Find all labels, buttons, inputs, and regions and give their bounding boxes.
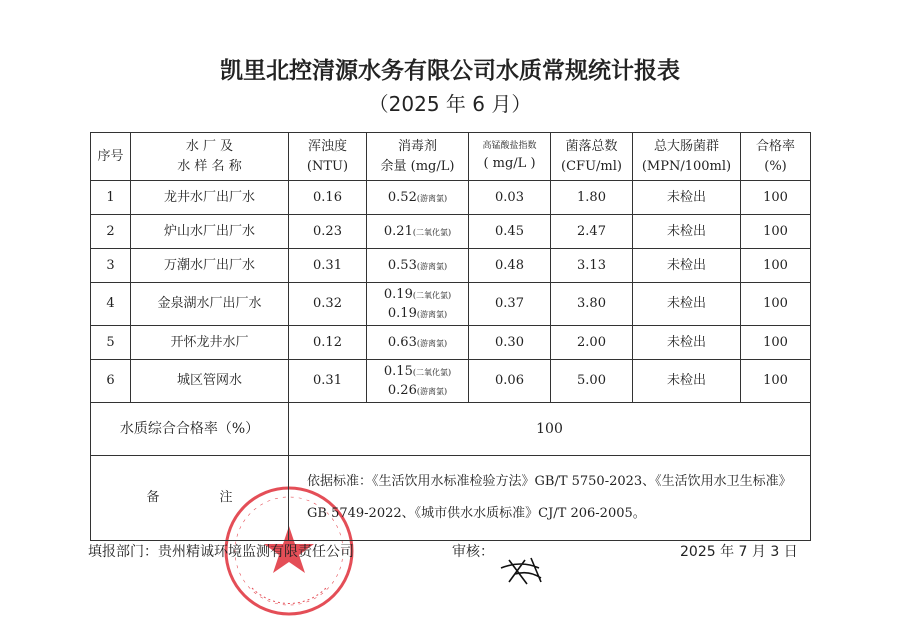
cell-cfu: 5.00 [551,360,633,403]
cell-permanganate: 0.06 [469,360,551,403]
cell-cfu: 2.47 [551,215,633,249]
table-row [91,283,811,326]
disinfectant-entry [367,333,468,353]
cell-name: 龙井水厂出厂水 [131,181,289,215]
note-label-2: 注 [219,490,233,506]
cell-permanganate: 0.30 [469,326,551,360]
cell-cfu: 3.80 [551,283,633,326]
header-permanganate [469,133,551,181]
disinfectant-value: 0.19 [387,306,417,321]
cell-disinfectant [367,326,469,360]
header-cfu-line2: (CFU/ml) [561,158,622,174]
cell-turbidity: 0.23 [289,215,367,249]
cell-permanganate: 0.45 [469,215,551,249]
cell-cfu: 2.00 [551,326,633,360]
cell-name: 开怀龙井水厂 [131,326,289,360]
note-label-1: 备 [146,490,160,506]
cell-seq: 4 [91,283,131,326]
disinfectant-type: (二氧化氯) [412,227,452,237]
summary-label: 水质综合合格率（%） [91,403,289,456]
header-disinfectant [367,133,469,181]
disinfectant-entry [367,381,468,401]
disinfectant-value: 0.19 [383,286,413,302]
disinfectant-type: (游离氯) [416,261,448,271]
report-title: 凯里北控清源水务有限公司水质常规统计报表 [220,58,680,84]
footer-dept: 填报部门：贵州精诚环境监测有限责任公司 [88,544,354,560]
cell-pass-rate: 100 [741,215,811,249]
cell-disinfectant [367,181,469,215]
cell-pass-rate: 100 [741,181,811,215]
cell-pass-rate: 100 [741,326,811,360]
cell-seq: 1 [91,181,131,215]
cell-permanganate: 0.48 [469,249,551,283]
disinfectant-value: 0.53 [387,257,417,273]
cell-seq: 3 [91,249,131,283]
header-cfu-line1: 菌落总数 [565,139,618,154]
cell-turbidity: 0.32 [289,283,367,326]
cell-pass-rate: 100 [741,283,811,326]
cell-coliform: 未检出 [633,215,741,249]
header-turbidity [289,133,367,181]
footer-date: 2025 年 7 月 3 日 [680,544,798,560]
table-row [91,215,811,249]
cell-name: 城区管网水 [131,360,289,403]
cell-turbidity: 0.31 [289,360,367,403]
note-label [91,456,289,541]
cell-disinfectant [367,215,469,249]
disinfectant-value: 0.26 [387,383,417,398]
header-turbidity-line2: (NTU) [306,158,349,174]
header-disinfectant-line2: 余量 (mg/L) [380,158,455,174]
cell-cfu: 1.80 [551,181,633,215]
cell-coliform: 未检出 [633,249,741,283]
header-name [131,133,289,181]
header-turbidity-line1: 浑浊度 [307,139,347,154]
cell-permanganate: 0.03 [469,181,551,215]
disinfectant-value: 0.52 [387,189,417,205]
header-coliform-line2: (MPN/100ml) [641,158,732,174]
disinfectant-type: (二氧化氯) [412,367,452,377]
cell-cfu: 3.13 [551,249,633,283]
disinfectant-entry [367,188,468,208]
disinfectant-type: (游离氯) [416,338,448,348]
disinfectant-value: 0.21 [383,223,413,239]
header-seq: 序号 [91,133,131,181]
header-pass-rate [741,133,811,181]
note-row [91,456,811,541]
footer-review: 审核： [452,544,494,560]
header-pass-line1: 合格率 [755,139,795,154]
cell-turbidity: 0.12 [289,326,367,360]
disinfectant-entry [367,285,468,305]
header-disinfectant-line1: 消毒剂 [397,139,437,154]
cell-name: 金泉湖水厂出厂水 [131,283,289,326]
cell-turbidity: 0.16 [289,181,367,215]
header-coliform [633,133,741,181]
water-quality-table [90,132,811,541]
cell-name: 炉山水厂出厂水 [131,215,289,249]
cell-pass-rate: 100 [741,249,811,283]
cell-disinfectant [367,360,469,403]
disinfectant-entry [367,362,468,382]
summary-row [91,403,811,456]
disinfectant-entry [367,304,468,324]
report-period: （2025 年 6 月） [368,92,532,116]
cell-seq: 5 [91,326,131,360]
cell-coliform: 未检出 [633,360,741,403]
disinfectant-entry [367,222,468,242]
disinfectant-value: 0.63 [387,334,417,350]
header-permanganate-line2: ( mg/L ) [483,155,536,171]
cell-permanganate: 0.37 [469,283,551,326]
cell-seq: 6 [91,360,131,403]
table-row [91,326,811,360]
header-permanganate-line1: 高锰酸盐指数 [482,141,537,151]
cell-pass-rate: 100 [741,360,811,403]
header-name-line2: 水 样 名 称 [177,158,242,174]
cell-turbidity: 0.31 [289,249,367,283]
cell-coliform: 未检出 [633,181,741,215]
disinfectant-value: 0.15 [383,363,413,379]
disinfectant-type: (游离氯) [416,193,448,203]
disinfectant-type: (游离氯) [416,387,448,396]
cell-coliform: 未检出 [633,283,741,326]
cell-coliform: 未检出 [633,326,741,360]
cell-disinfectant [367,283,469,326]
disinfectant-entry [367,256,468,276]
note-text: 依据标准：《生活饮用水标准检验方法》GB/T 5750-2023、《生活饮用水卫生标准》GB 5749-2022、《城市供水水质标准》CJ/T 206-2005。 [289,456,811,541]
summary-value: 100 [289,403,811,456]
reviewer-signature [495,538,555,588]
header-cfu [551,133,633,181]
table-row [91,360,811,403]
header-row [91,133,811,181]
cell-disinfectant [367,249,469,283]
header-coliform-line1: 总大肠菌群 [653,139,719,154]
cell-seq: 2 [91,215,131,249]
header-name-line1: 水 厂 及 [185,139,234,154]
header-pass-line2: (%) [764,158,787,174]
table-row [91,249,811,283]
disinfectant-type: (二氧化氯) [412,290,452,300]
table-row [91,181,811,215]
disinfectant-type: (游离氯) [416,310,448,319]
cell-name: 万潮水厂出厂水 [131,249,289,283]
